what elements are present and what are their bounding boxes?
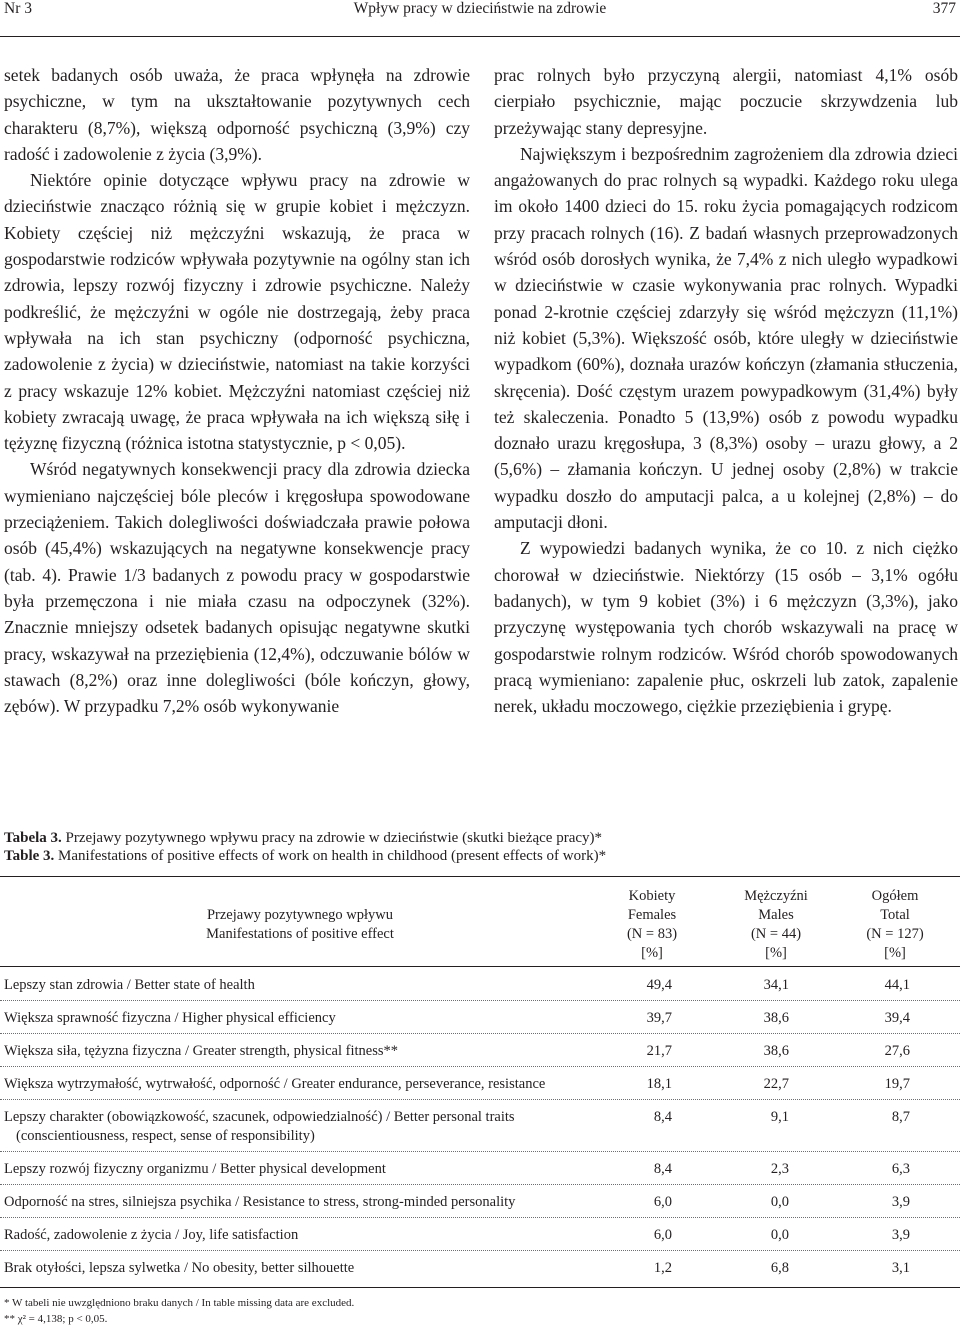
text-column-right bbox=[494, 62, 958, 719]
footnote: ** χ² = 4,138; p < 0,05. bbox=[4, 1313, 108, 1325]
page-number: 377 bbox=[932, 0, 956, 17]
row-divider bbox=[0, 1184, 960, 1185]
caption-text-en: Manifestations of positive effects of work on health in childhood (present effects of work)* bbox=[58, 848, 607, 864]
running-header bbox=[0, 0, 960, 24]
paragraph: Wśród negatywnych konsekwencji pracy dla zdrowia dziecka wymieniano najczęściej bóle pleców i kręgosłupa spowodowane przeciążeniem. Takich dolegliwości doświadczała prawie połowa osób (45,4%) wskazujących na negatywne konsekwencje pracy (tab. 4). Prawie 1/3 badanych z powodu pracy w gospodarstwie była przemęczona i nie miała czasu na odpoczynek (32%). Znacznie mniejszy odsetek badanych opisując negatywne skutki pracy, wskazywał na przeziębienia (12,4%), odczuwanie bólów w stawach (8,2%) oraz inne dolegliwości (bóle kończyn, głowy, zębów). W przypadku 7,2% osób wykonywanie bbox=[4, 459, 470, 717]
paragraph: Niektóre opinie dotyczące wpływu pracy na zdrowie w dzieciństwie znacząco różnią się w grupie kobiet i mężczyzn. Kobiety częściej niż mężczyźni wskazują, że praca w gospodarstwie rodziców wpływała pozytywnie na ogólny stan ich zdrowia, lepszy rozwój fizyczny i zdrowie psychiczne. Należy podkreślić, że mężczyźni w ogóle nie dostrzegają, żeby praca wpływała na ich stan psychiczny (odporność psychiczna, zadowolenie z życia) w dzieciństwie, natomiast na takie korzyści z pracy wskazuje 12% kobiet. Mężczyźni natomiast częściej niż kobiety zwracają uwagę, że praca wpływała na ich większą siłę i tężyznę fizyczną (różnica istotna statystycznie, p < 0,05). bbox=[4, 170, 470, 454]
row-divider bbox=[0, 1033, 960, 1034]
paragraph: prac rolnych było przyczyną alergii, natomiast 4,1% osób cierpiało psychicznie, mając poczucie skrzywdzenia lub przeżywając stany depresyjne. bbox=[494, 65, 958, 138]
paragraph: Z wypowiedzi badanych wynika, że co 10. z nich ciężko chorował w dzieciństwie. Niektórzy (15 osób – 3,1% ogółu badanych), w tym 9 kobiet (3%) i 6 mężczyzn (3,3%), jako przyczynę występowania tych chorób wskazywali na pracę w gospodarstwie rolnym rodziców. Wśród chorób spowodowanych pracą wymieniano: zapalenie płuc, oskrzeli lub zatok, zapalenie nerek, układu moczowego, ciężkie przeziębienia i grypę. bbox=[494, 538, 958, 717]
text-column-left bbox=[4, 62, 470, 719]
running-title: Wpływ pracy w dzieciństwie na zdrowie bbox=[353, 0, 607, 17]
table-caption bbox=[4, 829, 954, 865]
column-header-females: Kobiety Females (N = 83) [%] bbox=[626, 888, 678, 961]
paragraph: setek badanych osób uważa, że praca wpłynęła na zdrowie psychiczne, w tym na ukształtowanie pozytywnych cech charakteru (8,7%), większą odporność psychiczną (3,9%) czy radość i zadowolenie z życia (3,9%). bbox=[4, 65, 470, 164]
footnote: * W tabeli nie uwzględniono braku danych / In table missing data are excluded. bbox=[4, 1297, 355, 1309]
caption-text-pl: Przejawy pozytywnego wpływu pracy na zdrowie w dzieciństwie (skutki bieżące pracy)* bbox=[65, 830, 603, 846]
row-divider bbox=[0, 1151, 960, 1152]
caption-label-en: Table 3. bbox=[4, 848, 55, 864]
paragraph: Największym i bezpośrednim zagrożeniem dla zdrowia dzieci angażowanych do prac rolnych są wypadki. Każdego roku ulega im około 1400 dzieci do 15. roku życia pomagających rodzicom przy pracach rolnych (16). Z badań własnych przeprowadzonych wśród osób dorosłych wynika, że 7,4% z nich uległo wypadkowi w dzieciństwie w czasie wykonywania prac rolnych. Wypadki ponad 2-krotnie częściej zdarzyły się wśród mężczyzn (11,1%) niż kobiet (5,3%). Większość osób, które uległy w dzieciństwie wypadkom (60%), doznała urazów kończyn (złamania stłuczenia, skręcenia). Dość częstym urazem powypadkowym (31,4%) były też skaleczenia. Ponadto 5 (13,9%) osób z powodu wypadku doznało urazu kręgosłupa, 3 (8,3%) osoby – urazu głowy, a 2 (5,6%) – złamania kończyn. U jednej osoby (2,8%) w trakcie wypadku doszło do amputacji palca, a u kolejnej (2,8%) – do amputacji dłoni. bbox=[494, 143, 958, 533]
column-header-total: Ogółem Total (N = 127) [%] bbox=[866, 888, 924, 961]
row-divider bbox=[0, 1000, 960, 1001]
column-header-males: Mężczyźni Males (N = 44) [%] bbox=[744, 888, 808, 961]
table-header-rule bbox=[0, 966, 960, 967]
issue-number: Nr 3 bbox=[4, 0, 32, 17]
row-divider bbox=[0, 1217, 960, 1218]
header-rule bbox=[0, 36, 960, 37]
row-divider bbox=[0, 1099, 960, 1100]
table-top-rule bbox=[0, 876, 960, 877]
table-bottom-rule bbox=[0, 1287, 960, 1288]
row-divider bbox=[0, 1066, 960, 1067]
row-divider bbox=[0, 1250, 960, 1251]
table-footnotes bbox=[4, 1295, 954, 1327]
caption-label-pl: Tabela 3. bbox=[4, 830, 62, 846]
table-header-label: Przejawy pozytywnego wpływu Manifestations of positive effect bbox=[206, 907, 394, 942]
